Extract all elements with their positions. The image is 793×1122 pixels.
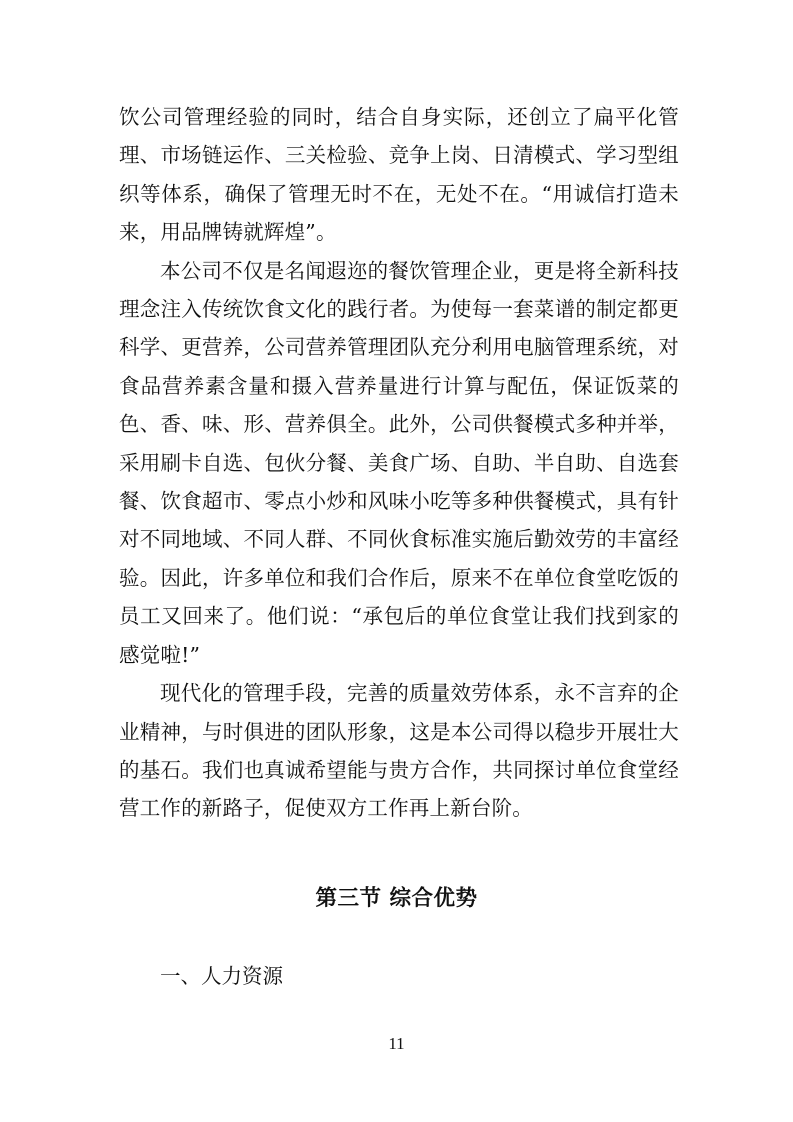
paragraph-continued: 饮公司管理经验的同时，结合自身实际，还创立了扁平化管理、市场链运作、三关检验、竞争上岗、日清模式、学习型组织等体系，确保了管理无时不在，无处不在。“用诚信打造未来，用品牌铸就辉煌”。 [119, 105, 679, 245]
page-number: 11 [388, 1034, 405, 1053]
paragraph-company-intro: 本公司不仅是名闻遐迩的餐饮管理企业，更是将全新科技理念注入传统饮食文化的践行者。为使每一套菜谱的制定都更科学、更营养，公司营养管理团队充分利用电脑管理系统，对食品营养素含量和摄入营养量进行计算与配伍，保证饭菜的色、香、味、形、营养俱全。此外，公司供餐模式多种并举，采用刷卡自选、包伙分餐、美食广场、自助、半自助、自选套餐、饮食超市、零点小炒和风味小吃等多种供餐模式，具有针对不同地域、不同人群、不同伙食标准实施后勤效劳的丰富经验。因此，许多单位和我们合作后，原来不在单位食堂吃饭的员工又回来了。他们说：“承包后的单位食堂让我们找到家的感觉啦!” [119, 258, 679, 667]
paragraph-management: 现代化的管理手段，完善的质量效劳体系，永不言弃的企业精神，与时俱进的团队形象，这是本公司得以稳步开展壮大的基石。我们也真诚希望能与贵方合作，共同探讨单位食堂经营工作的新路子，促使双方工作再上新台阶。 [119, 681, 679, 821]
subheading: 一、人力资源 [160, 964, 283, 988]
body-text [119, 98, 679, 828]
section-title: 第三节 综合优势 [315, 886, 478, 911]
